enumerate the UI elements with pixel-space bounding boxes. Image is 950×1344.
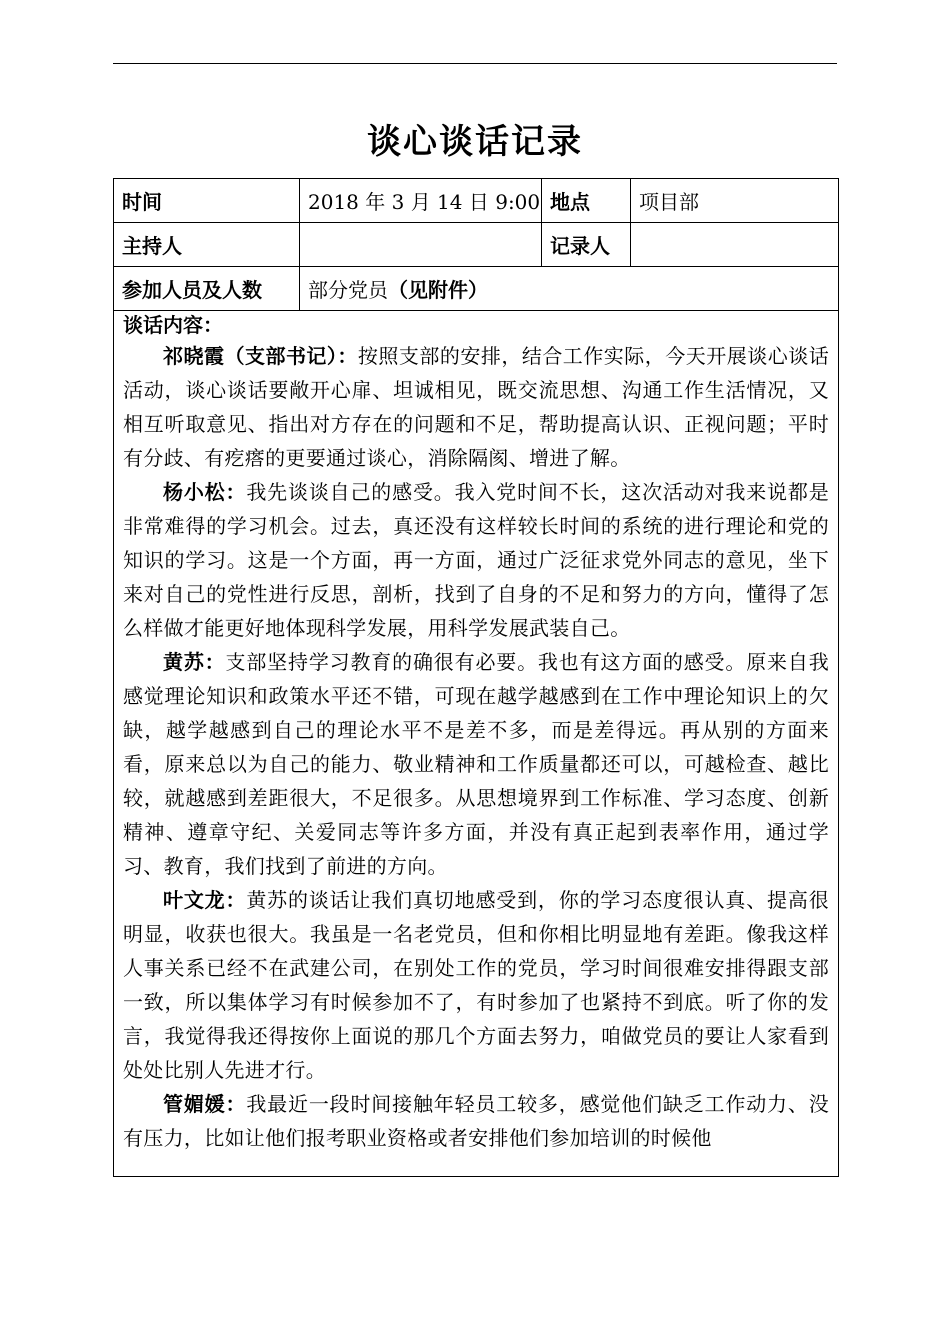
table-row-participants (114, 267, 839, 311)
speaker-name: 管媚媛： (163, 1092, 247, 1116)
speaker-name: 杨小松： (163, 480, 247, 504)
content-label: 谈话内容： (123, 313, 223, 337)
speaker-name: 叶文龙： (163, 888, 247, 912)
time-value: 2018 年 3 月 14 日 9:00 (300, 179, 542, 223)
place-label: 地点 (542, 179, 631, 223)
page-title: 谈心谈话记录 (367, 122, 583, 162)
speech-text: 我最近一段时间接触年轻员工较多，感觉他们缺乏工作动力、没有压力，比如让他们报考职业资格或者安排他们参加培训的时候他 (123, 1092, 830, 1150)
participants-label: 参加人员及人数 (114, 267, 300, 311)
place-value: 项目部 (631, 179, 839, 223)
speaker-name: 祁晓霞（支部书记）： (163, 344, 358, 368)
participants-note: （见附件） (388, 278, 488, 302)
table-row-host (114, 223, 839, 267)
speech-paragraph (123, 1087, 829, 1155)
recorder-label: 记录人 (542, 223, 631, 267)
participants-value: 部分党员 (308, 278, 388, 302)
table-row-time (114, 179, 839, 223)
table-row-content (114, 311, 839, 1177)
time-label: 时间 (114, 179, 300, 223)
speech-text: 按照支部的安排，结合工作实际，今天开展谈心谈话活动，谈心谈话要敞开心扉、坦诚相见，既交流思想、沟通工作生活情况，又相互听取意见、指出对方存在的问题和不足，帮助提高认识、正视问题；平时有分歧、有疙瘩的更要通过谈心，消除隔阂、增进了解。 (123, 344, 829, 470)
recorder-value (631, 223, 839, 267)
host-value (300, 223, 542, 267)
speech-text: 支部坚持学习教育的确很有必要。我也有这方面的感受。原来自我感觉理论知识和政策水平还不错，可现在越学越感到在工作中理论知识上的欠缺，越学越感到自己的理论水平不是差不多，而是差得远。再从别的方面来看，原来总以为自己的能力、敬业精神和工作质量都还可以，可越检查、越比较，就越感到差距很大，不足很多。从思想境界到工作标准、学习态度、创新精神、遵章守纪、关爱同志等许多方面，并没有真正起到表率作用，通过学习、教育，我们找到了前进的方向。 (123, 650, 830, 878)
speech-paragraph (123, 645, 829, 883)
participants-value-cell (300, 267, 839, 311)
speech-text: 黄苏的谈话让我们真切地感受到，你的学习态度很认真、提高很明显，收获也很大。我虽是一名老党员，但和你相比明显地有差距。像我这样人事关系已经不在武建公司，在别处工作的党员，学习时间很难安排得跟支部一致，所以集体学习有时候参加不了，有时参加了也紧持不到底。听了你的发言，我觉得我还得按你上面说的那几个方面去努力，咱做党员的要让人家看到处处比别人先进才行。 (123, 888, 830, 1082)
speaker-name: 黄苏： (163, 650, 226, 674)
speech-paragraph (123, 883, 829, 1087)
host-label: 主持人 (114, 223, 300, 267)
speech-paragraph (123, 475, 829, 645)
speech-text: 我先谈谈自己的感受。我入党时间不长，这次活动对我来说都是非常难得的学习机会。过去，真还没有这样较长时间的系统的进行理论和党的知识的学习。这是一个方面，再一方面，通过广泛征求党外同志的意见，坐下来对自己的党性进行反思，剖析，找到了自身的不足和努力的方向，懂得了怎么样做才能更好地体现科学发展，用科学发展武装自己。 (123, 480, 830, 640)
content-cell (114, 311, 839, 1177)
record-table (113, 178, 839, 1177)
header-rule (113, 63, 837, 64)
speech-paragraph (123, 339, 829, 475)
